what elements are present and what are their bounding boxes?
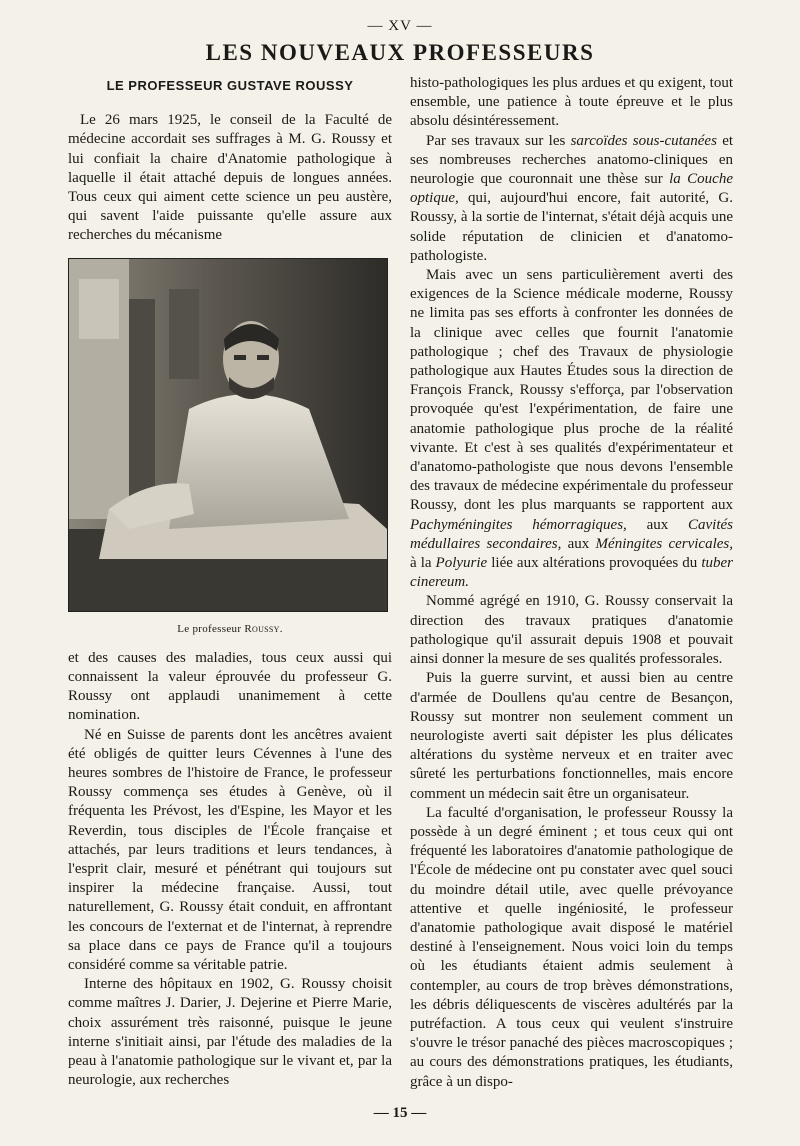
italic-term: sarcoïdes sous-cutanées	[570, 132, 717, 149]
paragraph-intro: Le 26 mars 1925, le conseil de la Faculté de médecine accordait ses suffrages à M. G. Roussy et lui confiait la chaire d'Anatomie pathologique à laquelle il était attaché depuis de longues années. Tous ceux qui aiment cette science un peu austère, qui savent l'aide puissante qu'elle assure aux recherches du mécanisme	[68, 112, 392, 244]
text-fragment: à la	[410, 555, 432, 572]
text-fragment: et ses nombreuses recherches anatomo-cliniques en neurologie que couronnait une thèse sur	[410, 132, 734, 188]
portrait-caption	[68, 620, 392, 639]
roman-page-number: — XV —	[367, 18, 433, 34]
paragraph-continued: histo-pathologiques les plus ardues et qu exigent, tout ensemble, une patience à toute épreuve et le plus absolu désintéressement.	[410, 75, 733, 130]
left-column	[68, 74, 392, 1091]
portrait-illustration	[69, 259, 387, 611]
portrait-photo	[68, 258, 388, 612]
italic-term: Polyurie	[435, 555, 488, 572]
article-heading: LE PROFESSEUR GUSTAVE ROUSSY	[106, 78, 354, 93]
caption-prefix: Le professeur	[177, 622, 242, 635]
italic-term: Pachyméningites hémorragiques,	[410, 516, 627, 533]
paragraph-internship: Interne des hôpitaux en 1902, G. Roussy choisit comme maîtres J. Darier, J. Dejerine et Pierre Marie, choix assurément très raisonné, puisque le jeune interne s'initiait ainsi, par l'étude des maladies de la peau à l'anatomie pathologique sur le vivant et, par la neurologie, aux recherches	[68, 976, 392, 1089]
paragraph-experimental	[410, 266, 733, 592]
page-title: LES NOUVEAUX PROFESSEURS	[205, 40, 595, 65]
paragraph-organisation: La faculté d'organisation, le professeur Roussy la possède à un degré éminent ; et tous ceux qui ont fréquenté les laboratoires d'anatomie pathologique de l'École de médecine ont pu constater avec quel souci du moindre détail utile, avec quelle prévoyance attentive et quelle ingéniosité, le professeur d'anatomie pathologique avait disposé le matériel destiné à l'enseignement. Nous voici loin du temps où les étudiants étaient admis seulement à contempler, au cours de trop brèves démonstrations, les débris déliquescents de viscères adultérés par la putréfaction. A tous ceux qui veulent s'instruire s'ouvre le trésor panaché des pièces macroscopiques ; au cours des démonstrations pratiques, les étudiants, grâce à un dispo-	[410, 804, 733, 1090]
paragraph-works	[410, 132, 733, 266]
text-fragment: aux	[646, 516, 669, 533]
paragraph-origins: Né en Suisse de parents dont les ancêtres avaient été obligés de quitter leurs Cévennes à l'une des heures sombres de l'histoire de France, le professeur Roussy commença ses études à Genève, où il fréquenta les Prévost, les d'Espine, les Mayor et les Reverdin, tous disciples de l'École française et attachés, par leurs traditions et leurs tendances, à l'esprit clair, mesuré et pénétrant qui toujours sut inspirer la médecine française. Aussi, tout naturellement, G. Roussy était conduit, en affrontant les concours de l'externat et de l'internat, à reprendre sa place dans ce pays de France qu'il a toujours considéré comme sa véritable patrie.	[68, 726, 392, 974]
right-column	[410, 74, 733, 1092]
caption-name: Roussy.	[244, 622, 283, 635]
paragraph-intro-continued: et des causes des maladies, tous ceux aussi qui connaissent la valeur éprouvée du professeur G. Roussy ont applaudi unanimement à cette nomination.	[68, 649, 392, 724]
italic-term: tuber cinereum.	[410, 555, 733, 591]
text-fragment: aux	[567, 535, 590, 552]
italic-term: la Couche optique,	[410, 171, 733, 207]
italic-term: Méningites cervicales,	[595, 535, 733, 552]
text-fragment: liée aux altérations provoquées du	[491, 555, 698, 572]
paragraph-war: Puis la guerre survint, et aussi bien au centre d'armée de Doullens qu'au centre de Besançon, Roussy sut montrer non seulement comment un neurologiste averti sait dépister les plus délicates altérations du système nerveux et en traiter avec sûreté les perturbations fonctionnelles, mais encore comment un médecin sait être un organisateur.	[410, 670, 733, 802]
paragraph-agrege: Nommé agrégé en 1910, G. Roussy conservait la direction des travaux pratiques d'anatomie pathologique qu'il assurait depuis 1908 et pouvait ainsi donner la mesure de ses qualités professorales.	[410, 593, 733, 668]
italic-term: Cavités médullaires secondaires,	[410, 516, 734, 552]
text-fragment: Par ses travaux sur les	[426, 132, 566, 149]
text-fragment: qui, aujourd'hui encore, fait autorité, G. Roussy, à la sortie de l'internat, s'était déjà acquis une solide réputation de clinicien et d'anatomo-pathologiste.	[410, 190, 733, 264]
text-fragment: Mais avec un sens particulièrement averti des exigences de la Science médicale moderne, Roussy ne limita pas ses efforts à confronter les données de la clinique avec celles que fournit l'anatomie pathologique ; chef des Travaux de physiologie pathologique aux Hautes Études sous la direction de François Franck, Roussy s'efforça, par l'observation provoquée qu'est l'expérimentation, de faire une anatomie pathologique plus proche de la réalité vivante. Et c'est à ses qualités d'expérimentateur et d'anatomo-pathologiste que nous devons l'ensemble des travaux de médecine expérimentale du professeur Roussy, dont les plus marquants se rapportent aux	[410, 267, 733, 514]
portrait-figure	[68, 258, 392, 639]
page-number: — 15 —	[373, 1105, 427, 1121]
